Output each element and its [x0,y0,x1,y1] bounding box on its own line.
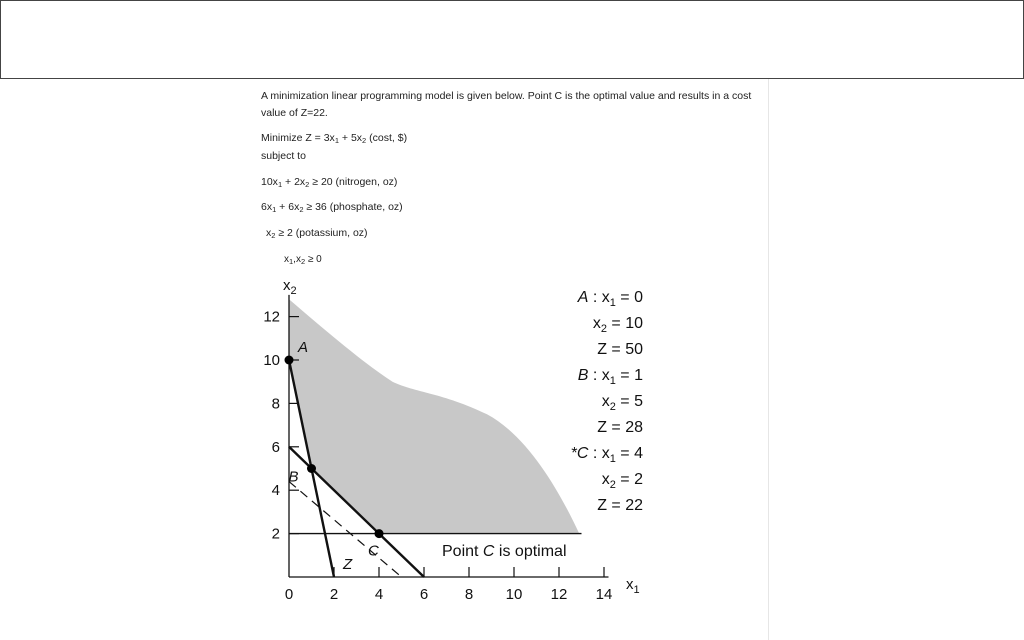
summary-x2: $x_2 = 10$ [592,315,643,335]
summary-z: Z = 50 [597,341,643,358]
problem-intro: A minimization linear programming model is given below. Point C is the optimal value and results in a cost value of Z=22. [261,90,752,119]
y-tick-label: 12 [263,308,280,326]
constraint-nitrogen: $10x_1 + 2x_2 \ge 20$ (nitrogen, oz) [261,176,398,189]
constraint-potassium: $x_2 \ge 2$ (potassium, oz) [266,227,368,240]
y-tick-label: 4 [271,482,280,500]
x-tick-label: 6 [419,586,429,603]
feasible-region [289,299,579,533]
summary-z: Z = 28 [597,419,643,436]
x-tick-label: 8 [464,586,474,603]
x-tick-label: 12 [550,586,568,603]
content-divider [768,79,769,640]
summary-x1: B : $x_1 = 1$ [577,367,643,387]
x-tick-label: 2 [329,586,339,603]
summary-x1: *C : $x_1 = 4$ [570,445,643,465]
objective-function: Minimize $Z = 3x_1 + 5x_2$ (cost, $) [261,132,408,145]
point-a-label: A [298,339,309,356]
y-axis-label: $x_2$ [283,277,297,297]
y-tick-label: 6 [271,438,280,456]
point-a [285,356,294,365]
y-tick-label: 10 [263,352,280,369]
y-tick-label: 8 [271,395,280,413]
subject-to-label: subject to [261,150,306,162]
x-tick-label: 4 [374,586,384,603]
summary-x1: A : $x_1 = 0$ [577,289,643,309]
summary-z: Z = 22 [597,497,643,514]
nonnegativity-constraint: $x_1,x_2 \ge 0$ [284,254,322,266]
x-tick-label: 0 [284,586,294,603]
point-b [307,464,316,473]
constraint-phosphate: $6x_1 + 6x_2 \ge 36$ (phosphate, oz) [261,201,403,214]
summary-x2: $x_2 = 2$ [601,471,643,491]
point-b-label: B [288,468,299,486]
point-c-label: C [368,542,379,560]
x-tick-label: 14 [595,586,613,603]
x-tick-label: 10 [505,586,523,603]
objective-line-label: Z [343,556,353,573]
y-tick-label: 2 [271,525,280,543]
lp-graph [240,270,660,610]
x-axis-label: $x_1$ [626,576,640,596]
point-summary [571,289,643,514]
summary-x2: $x_2 = 5$ [601,393,643,413]
point-c [375,529,384,538]
optimal-note: Point C is optimal [442,543,567,560]
header-box [0,0,1024,79]
